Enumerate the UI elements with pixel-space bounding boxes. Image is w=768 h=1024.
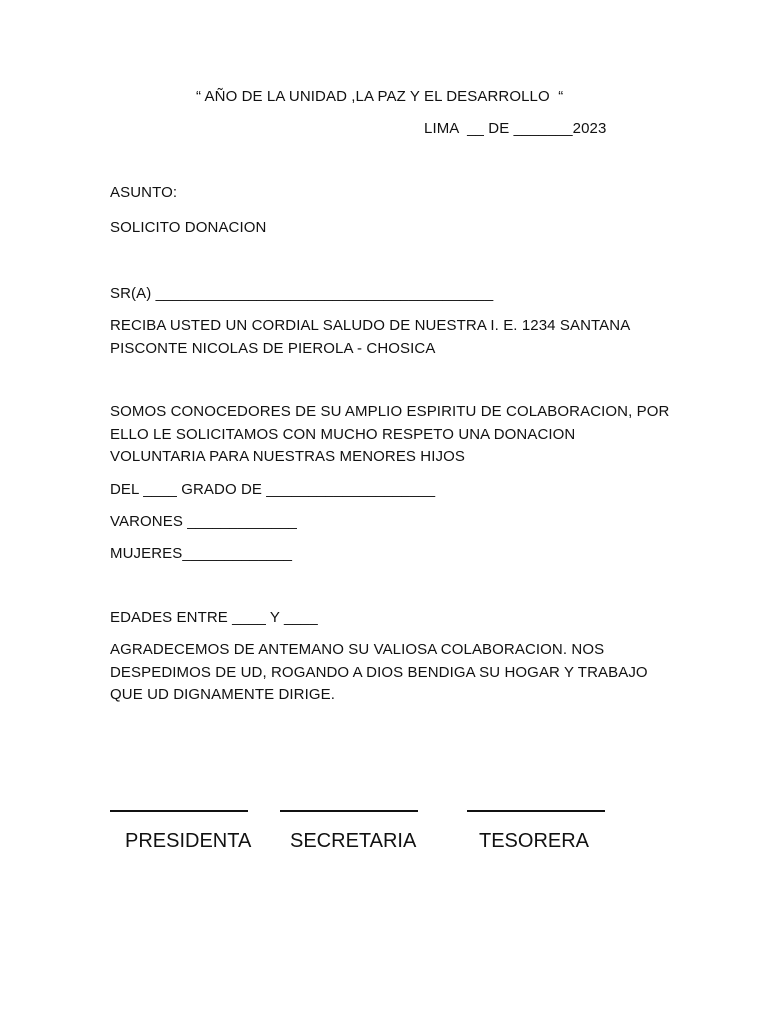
subject-value: SOLICITO DONACION xyxy=(110,219,267,236)
signature-label-secretaria: SECRETARIA xyxy=(290,830,417,852)
recipient-line: SR(A) ________________________________________ xyxy=(110,285,494,302)
ages-line: EDADES ENTRE ____ Y ____ xyxy=(110,609,318,626)
greeting-paragraph: RECIBA USTED UN CORDIAL SALUDO DE NUESTRA I. E. 1234 SANTANA PISCONTE NICOLAS DE PIEROLA - CHOSICA xyxy=(110,317,630,357)
signature-label-presidenta: PRESIDENTA xyxy=(125,830,252,852)
request-paragraph: SOMOS CONOCEDORES DE SU AMPLIO ESPIRITU DE COLABORACION, POR ELLO LE SOLICITAMOS CON MUCHO RESPETO UNA DONACION VOLUNTARIA PARA NUESTRAS MENORES HIJOS xyxy=(110,403,670,465)
signature-line-secretaria xyxy=(280,810,418,812)
signature-line-presidenta xyxy=(110,810,248,812)
subject-label: ASUNTO: xyxy=(110,184,178,201)
year-title: “ AÑO DE LA UNIDAD ,LA PAZ Y EL DESARROLLO “ xyxy=(196,88,564,105)
grade-line: DEL ____ GRADO DE ____________________ xyxy=(110,481,436,498)
closing-paragraph: AGRADECEMOS DE ANTEMANO SU VALIOSA COLABORACION. NOS DESPEDIMOS DE UD, ROGANDO A DIOS BENDIGA SU HOGAR Y TRABAJO QUE UD DIGNAMENTE DIRIGE. xyxy=(110,641,648,703)
signature-label-tesorera: TESORERA xyxy=(479,830,590,852)
boys-line: VARONES _____________ xyxy=(110,513,297,530)
place-date: LIMA __ DE _______2023 xyxy=(424,120,607,137)
girls-line: MUJERES_____________ xyxy=(110,545,293,562)
signature-line-tesorera xyxy=(467,810,605,812)
